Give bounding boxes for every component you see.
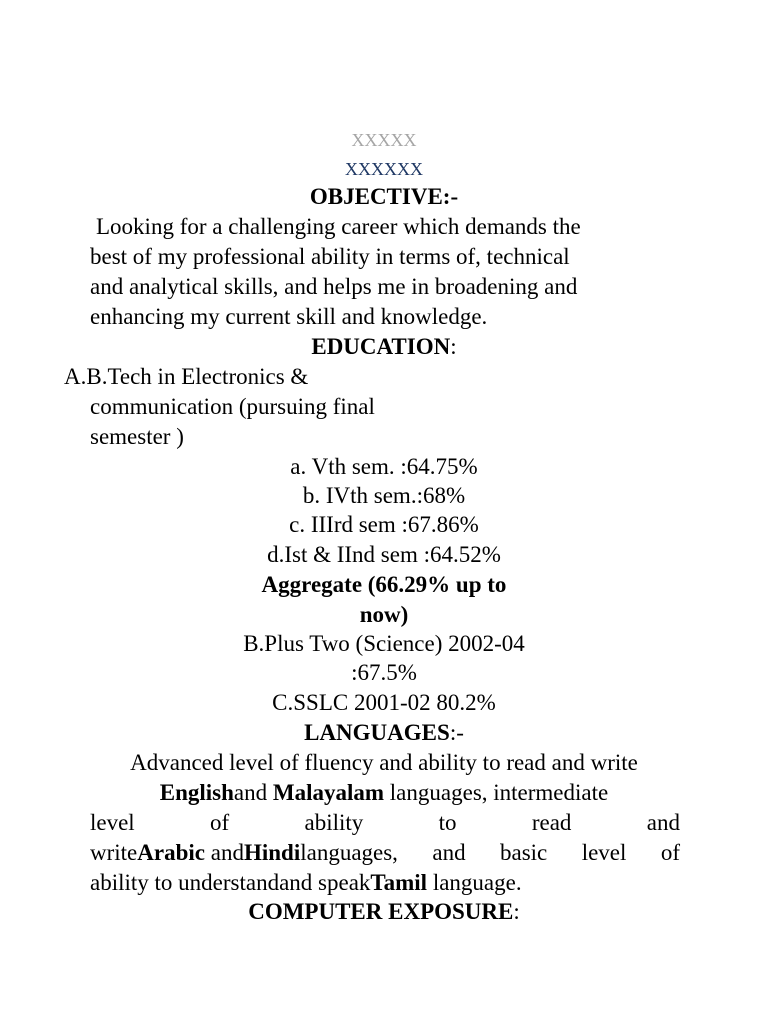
word: ability <box>304 810 364 835</box>
language-tamil: Tamil <box>370 870 428 895</box>
name-line-1: XXXXX <box>351 130 417 150</box>
word: read <box>531 810 572 835</box>
language-hindi: Hindi <box>243 840 301 865</box>
word: languages, <box>300 840 398 865</box>
btech-line-2: communication (pursuing final <box>90 394 375 419</box>
objective-heading: OBJECTIVE:- <box>309 184 459 209</box>
computer-heading: COMPUTER EXPOSURE <box>248 899 514 924</box>
btech-line-1: A.B.Tech in Electronics & <box>64 364 309 389</box>
languages-heading-suffix: :- <box>449 720 464 745</box>
languages-and: and <box>233 780 273 805</box>
languages-line-1: Advanced level of fluency and ability to read and write <box>130 750 638 775</box>
word: level <box>90 810 135 835</box>
languages-line-2-rest: languages, intermediate <box>384 780 609 805</box>
languages-line-3 <box>90 808 680 838</box>
objective-line-2: best of my professional ability in terms of, technical <box>90 244 570 269</box>
semester-item: c. IIIrd sem :67.86% <box>289 512 479 537</box>
semester-item: b. IVth sem.:68% <box>302 483 466 508</box>
aggregate-line-1: Aggregate (66.29% up to <box>261 572 507 597</box>
education-heading-row <box>0 332 768 362</box>
word: of <box>210 810 230 835</box>
languages-line-5 <box>90 868 522 898</box>
language-malayalam: Malayalam <box>272 780 385 805</box>
languages-heading: LANGUAGES <box>304 720 450 745</box>
computer-heading-row <box>0 897 768 927</box>
word: of <box>660 840 680 865</box>
btech-line-3: semester ) <box>90 424 184 449</box>
objective-line-4: enhancing my current skill and knowledge. <box>90 304 488 329</box>
word: and <box>204 840 244 865</box>
sslc-line: C.SSLC 2001-02 80.2% <box>272 690 496 715</box>
word-group <box>90 838 398 868</box>
objective-line-3: and analytical skills, and helps me in broadening and <box>90 274 578 299</box>
semester-item: a. Vth sem. :64.75% <box>290 454 478 479</box>
word: write <box>90 840 138 865</box>
languages-line-5-end: language. <box>427 870 522 895</box>
word: to <box>438 810 457 835</box>
word: and <box>432 840 466 865</box>
languages-line-2 <box>0 778 768 808</box>
name-line-2: XXXXXX <box>345 159 423 179</box>
language-english: English <box>159 780 234 805</box>
word: level <box>581 840 627 865</box>
plus-two-line-2: :67.5% <box>351 660 417 685</box>
education-heading-suffix: : <box>450 334 457 359</box>
aggregate-line-2: now) <box>359 602 409 627</box>
plus-two-line-1: B.Plus Two (Science) 2002-04 <box>243 631 525 656</box>
objective-line-1: Looking for a challenging career which demands the <box>96 214 581 239</box>
languages-line-5-start: ability to understandand speak <box>90 870 371 895</box>
language-arabic: Arabic <box>137 840 205 865</box>
languages-line-4 <box>90 838 680 868</box>
word: basic <box>500 840 548 865</box>
computer-heading-suffix: : <box>513 899 520 924</box>
semester-item: d.Ist & IInd sem :64.52% <box>267 542 501 567</box>
word: and <box>646 810 680 835</box>
languages-heading-row <box>0 718 768 748</box>
education-heading: EDUCATION <box>311 334 451 359</box>
